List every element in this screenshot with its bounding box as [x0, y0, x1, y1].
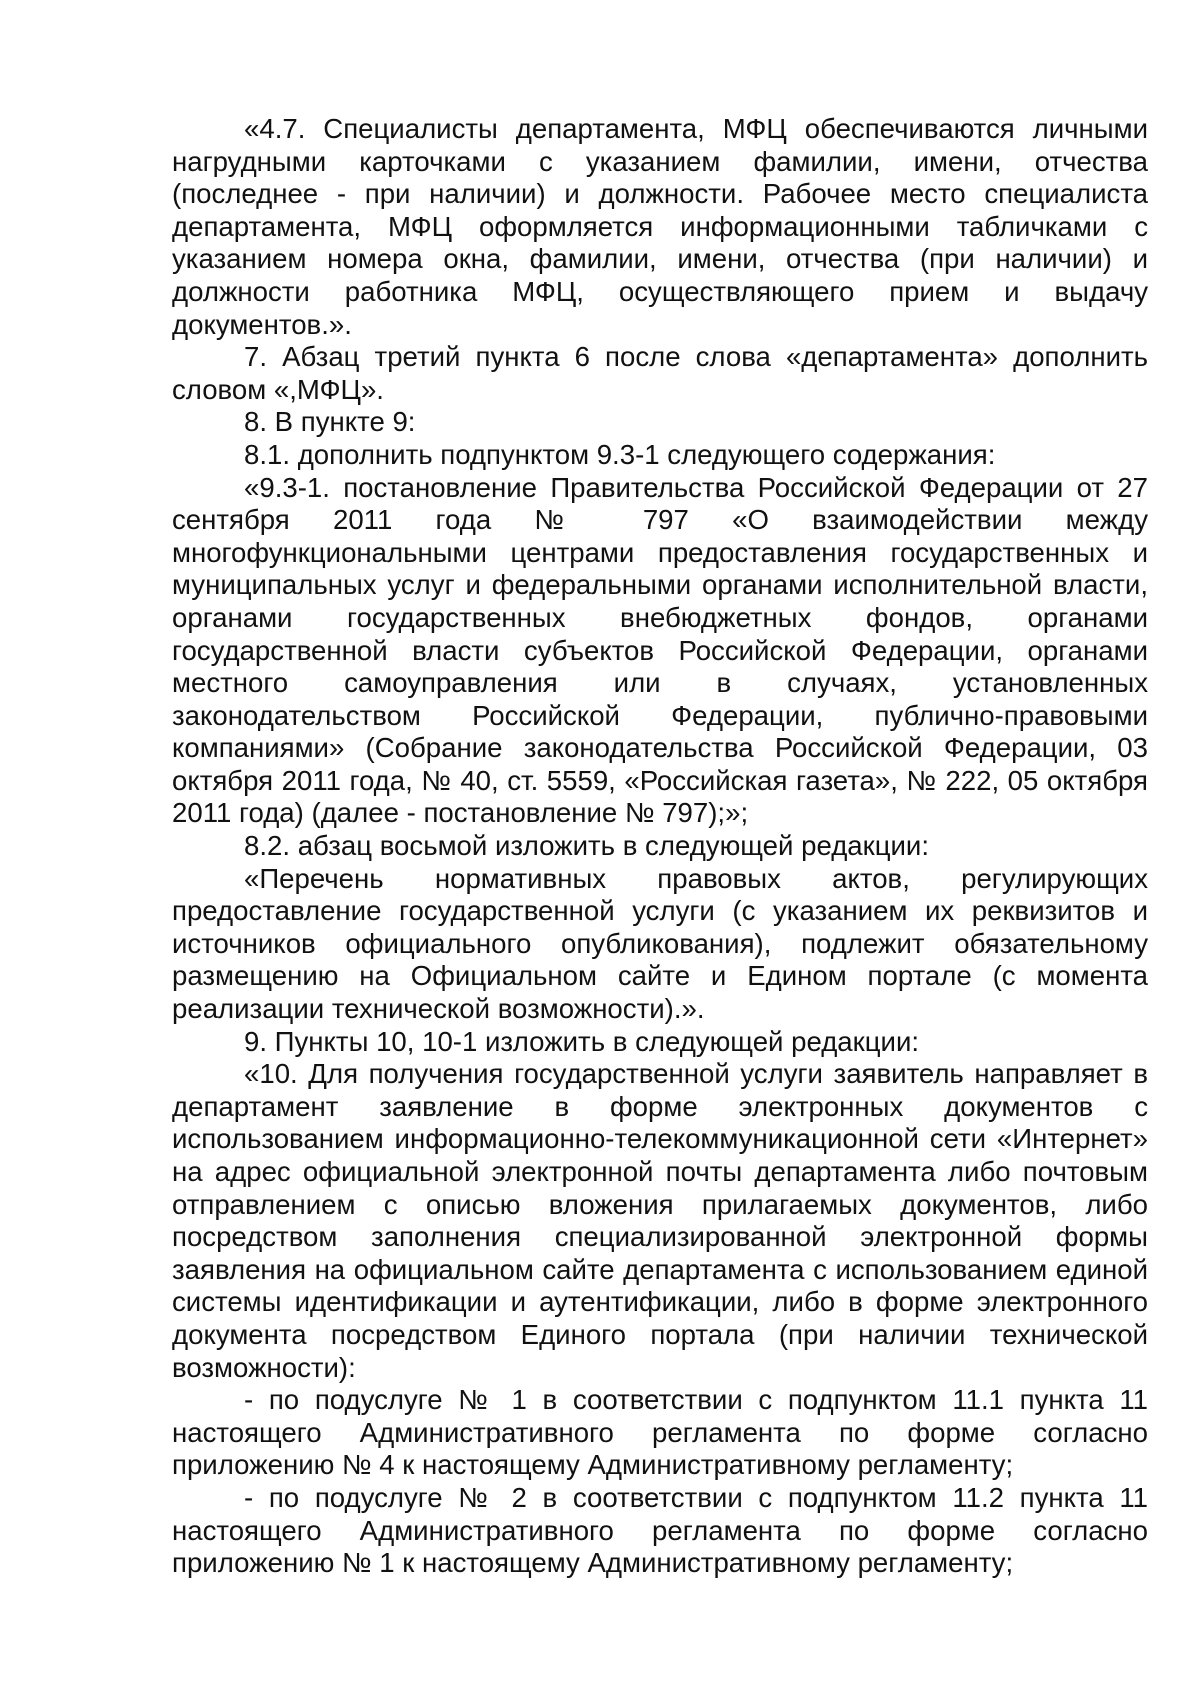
paragraph-item-8-1: 8.1. дополнить подпунктом 9.3-1 следующего содержания: [244, 438, 996, 470]
paragraph-subservice-2: - по подуслуге № 2 в соответствии с подпунктом 11.2 пункта 11 настоящего Административного регламента по форме согласно приложению № 1 к настоящему Административному регламенту; [172, 1481, 1148, 1579]
paragraph-subservice-1: - по подуслуге № 1 в соответствии с подпунктом 11.1 пункта 11 настоящего Административного регламента по форме согласно приложению № 4 к настоящему Административному регламенту; [172, 1384, 1148, 1481]
paragraph-item-7: 7. Абзац третий пункта 6 после слова «департамента» дополнить словом «,МФЦ». [172, 341, 1148, 405]
paragraph-item-8: 8. В пункте 9: [244, 406, 416, 438]
paragraph-4-7: «4.7. Специалисты департамента, МФЦ обеспечиваются личными нагрудными карточками с указанием фамилии, имени, отчества (последнее - при наличии) и должности. Рабочее место специалиста департамента, МФЦ оформляется информационными табличками с указанием номера окна, фамилии, имени, отчества (при наличии) и должности работника МФЦ, осуществляющего прием и выдачу документов.». [172, 113, 1148, 340]
paragraph-perechen: «Перечень нормативных правовых актов, регулирующих предоставление государственной услуги (с указанием их реквизитов и источников официального опубликования), подлежит обязательному размещению на Официальном сайте и Едином портале (с момента реализации технической возможности).». [172, 862, 1148, 1025]
paragraph-item-9: 9. Пункты 10, 10-1 изложить в следующей редакции: [244, 1025, 920, 1057]
paragraph-10: «10. Для получения государственной услуги заявитель направляет в департамент заявление в форме электронных документов с использованием информационно-телекоммуникационной сети «Интернет» на адрес официальной электронной почты департамента либо почтовым отправлением с описью вложения прилагаемых документов, либо посредством заполнения специализированной электронной формы заявления на официальном сайте департамента с использованием единой системы идентификации и аутентификации, либо в форме электронного документа посредством Единого портала (при наличии технической возможности): [172, 1058, 1148, 1383]
paragraph-item-8-2: 8.2. абзац восьмой изложить в следующей редакции: [244, 830, 930, 862]
paragraph-9-3-1: «9.3-1. постановление Правительства Российской Федерации от 27 сентября 2011 года № 797 «О взаимодействии между многофункциональными центрами предоставления государственных и муниципальных услуг и федеральными органами исполнительной власти, органами государственных внебюджетных фондов, органами государственной власти субъектов Российской Федерации, органами местного самоуправления или в случаях, установленных законодательством Российской Федерации, публично-правовыми компаниями» (Собрание законодательства Российской Федерации, 03 октября 2011 года, № 40, ст. 5559, «Российская газета», № 222, 05 октября 2011 года) (далее - постановление № 797);»; [172, 471, 1148, 829]
document-page [172, 113, 1148, 1580]
